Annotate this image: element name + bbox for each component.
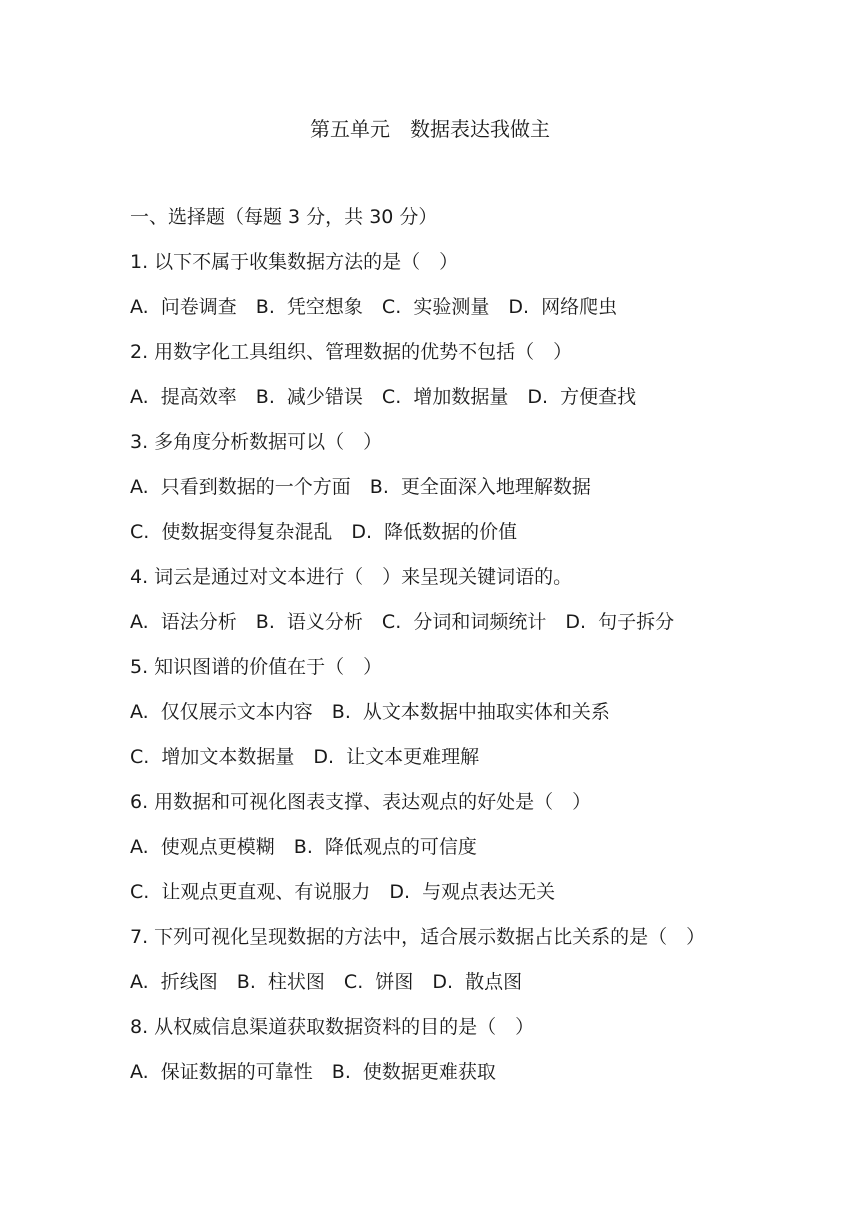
section-heading: 一、选择题（每题 3 分，共 30 分） — [130, 206, 438, 228]
question-8: 8. 从权威信息渠道获取数据资料的目的是（ ） — [130, 1016, 535, 1038]
question-3-options-line-1: A. 只看到数据的一个方面 B. 更全面深入地理解数据 — [130, 476, 591, 498]
question-6-options-line-1: A. 使观点更模糊 B. 降低观点的可信度 — [130, 836, 477, 858]
page-title: 第五单元 数据表达我做主 — [310, 117, 550, 141]
question-7-options: A. 折线图 B. 柱状图 C. 饼图 D. 散点图 — [130, 971, 523, 993]
question-3-options-line-2: C. 使数据变得复杂混乱 D. 降低数据的价值 — [130, 521, 518, 543]
question-3: 3. 多角度分析数据可以（ ） — [130, 431, 383, 453]
question-2-options: A. 提高效率 B. 减少错误 C. 增加数据量 D. 方便查找 — [130, 386, 637, 408]
question-5-options-line-1: A. 仅仅展示文本内容 B. 从文本数据中抽取实体和关系 — [130, 701, 610, 723]
question-4: 4. 词云是通过对文本进行（ ）来呈现关键词语的。 — [130, 566, 573, 588]
question-4-options: A. 语法分析 B. 语义分析 C. 分词和词频统计 D. 句子拆分 — [130, 611, 675, 633]
question-5: 5. 知识图谱的价值在于（ ） — [130, 656, 383, 678]
question-2: 2. 用数字化工具组织、管理数据的优势不包括（ ） — [130, 341, 573, 363]
question-5-options-line-2: C. 增加文本数据量 D. 让文本更难理解 — [130, 746, 480, 768]
question-6-options-line-2: C. 让观点更直观、有说服力 D. 与观点表达无关 — [130, 881, 556, 903]
question-6: 6. 用数据和可视化图表支撑、表达观点的好处是（ ） — [130, 791, 592, 813]
question-7: 7. 下列可视化呈现数据的方法中，适合展示数据占比关系的是（ ） — [130, 926, 706, 948]
question-1: 1. 以下不属于收集数据方法的是（ ） — [130, 251, 459, 273]
question-1-options: A. 问卷调查 B. 凭空想象 C. 实验测量 D. 网络爬虫 — [130, 296, 618, 318]
question-8-options: A. 保证数据的可靠性 B. 使数据更难获取 — [130, 1061, 496, 1083]
